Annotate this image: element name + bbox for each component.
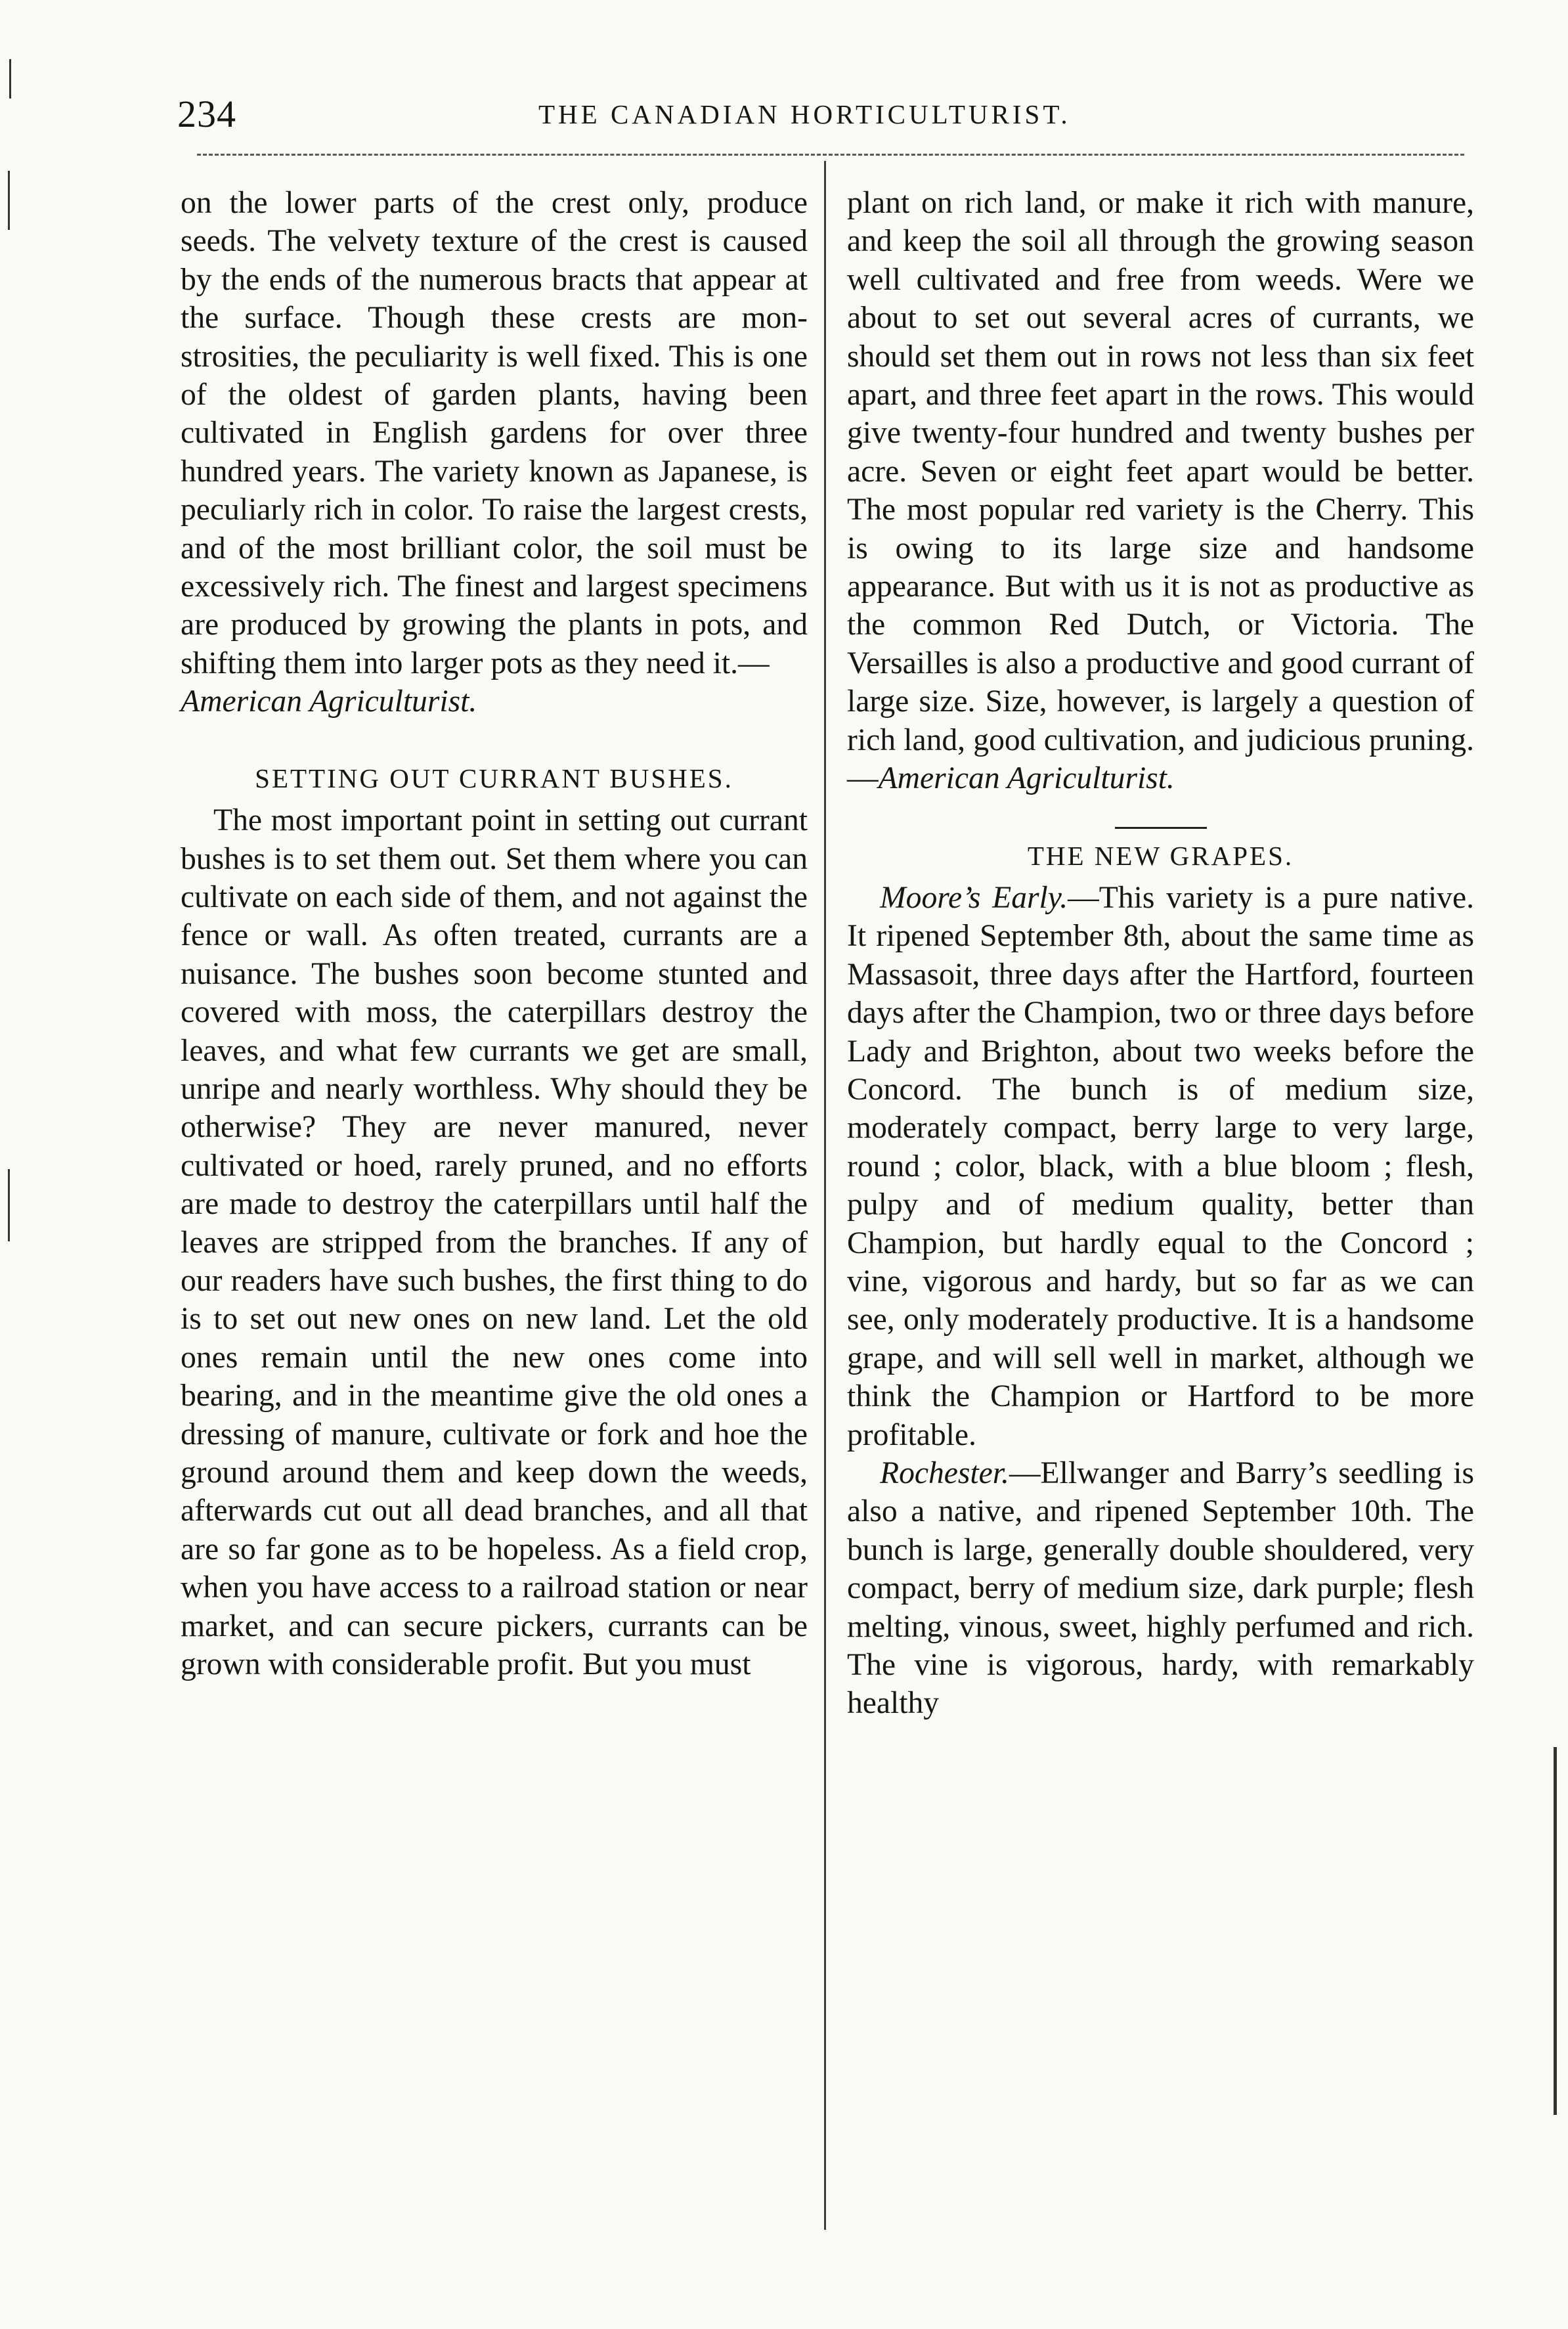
scan-mark-right (1554, 1747, 1557, 2115)
celosia-text: on the lower parts of the crest only, produce seeds. The velvety texture of the crest is caused by the ends of the numerous bracts that appear at the surface. Though these crests are monstrosities, the peculiarity is well fixed. This is one of the oldest of garden plants, having been cultivated in English gardens for over three hundred years. The variety known as Japanese, is peculiarly rich in color. To raise the largest crests, and of the most brilliant color, the soil must be excessively rich. The finest and largest specimens are produced by growing the plants in pots, and shifting them into larger pots as they need it.— (181, 186, 808, 680)
currant-heading: SETTING OUT CURRANT BUSHES. (255, 763, 733, 793)
page-number: 234 (177, 93, 236, 135)
scan-mark-left-2 (8, 171, 10, 230)
currant-paragraph: The most important point in setting out currant bushes is to set them out. Set them where you can cultivate on each side of them, and not against the fence or wall. As often treated, currants are a nuisance. The bushes soon become stunted and covered with moss, the caterpillars destroy the leaves, and what few currants we get are small, unripe and nearly worthless. Why should they be otherwise? They are never manured, never cultivated or hoed, rarely pruned, and no efforts are made to destroy the caterpillars until half the leaves are stripped from the branches. If any of our readers have such bushes, the first thing to do is to set out new ones on new land. Let the old ones remain until the new ones come into bearing, and in the meantime give the old ones a dressing of manure, cultivate or fork and hoe the ground around them and keep down the weeds, afterwards cut out all dead branches, and all that are so far gone as to be hopeless. As a field crop, when you have access to a railroad station or near market, and can secure pickers, currants can be grown with considerable profit. But you must (181, 803, 808, 1682)
scan-mark-left (9, 59, 11, 99)
moores-early-paragraph (847, 879, 1474, 1454)
moores-early-lead: Moore’s Early. (880, 880, 1068, 915)
celosia-source: American Agriculturist. (181, 684, 477, 719)
celosia-paragraph (181, 184, 808, 721)
right-column (847, 184, 1474, 1723)
header-rule (197, 154, 1464, 156)
rochester-lead: Rochester. (880, 1456, 1009, 1490)
currant-continued-text: plant on rich land, or make it rich with manure, and keep the soil all through the growing season well cultivated and free from weeds. Were we about to set out several acres of currants, we should set them out in rows not less than six feet apart, and three feet apart in the rows. This would give twenty-four hundred and twenty bushes per acre. Seven or eight feet apart would be better. The most popular red variety is the Cherry. This is owing to its large size and handsome appearance. But with us it is not as productive as the common Red Dutch, or Victoria. The Versailles is also a productive and good currant of large size. Size, however, is largely a question of rich land, good cultivation, and judicious pruning.— (847, 186, 1474, 796)
scan-mark-left-3 (8, 1169, 10, 1241)
currant-continued-source: American Agriculturist. (878, 761, 1175, 796)
left-column (181, 184, 808, 1683)
running-head: THE CANADIAN HORTICULTURIST. (538, 99, 1071, 129)
rochester-text: —Ellwanger and Barry’s seedling is also a native, and ripened September 10th. The bunch is large, generally double shouldered, very compact, berry of medium size, dark purple; flesh melting, vinous, sweet, highly perfumed and rich. The vine is vigorous, hardy, with remarkably healthy (847, 1456, 1474, 1721)
grapes-heading: THE NEW GRAPES. (1027, 840, 1294, 871)
moores-early-text: —This variety is a pure native. It ripened September 8th, about the same time as Massasoit, three days after the Hartford, fourteen days after the Champion, two or three days before Lady and Brighton, about two weeks before the Concord. The bunch is of medium size, moderately compact, berry large to very large, round ; color, black, with a blue bloom ; flesh, pulpy and of medium quality, better than Champion, but hardly equal to the Concord ; vine, vigorous and hardy, but so far as we can see, only moderately productive. It is a handsome grape, and will sell well in market, although we think the Champion or Hartford to be more profitable. (847, 880, 1474, 1452)
column-divider (824, 161, 826, 2230)
rochester-paragraph (847, 1454, 1474, 1723)
section-divider-rule (1115, 827, 1207, 829)
currant-continued-paragraph (847, 184, 1474, 798)
